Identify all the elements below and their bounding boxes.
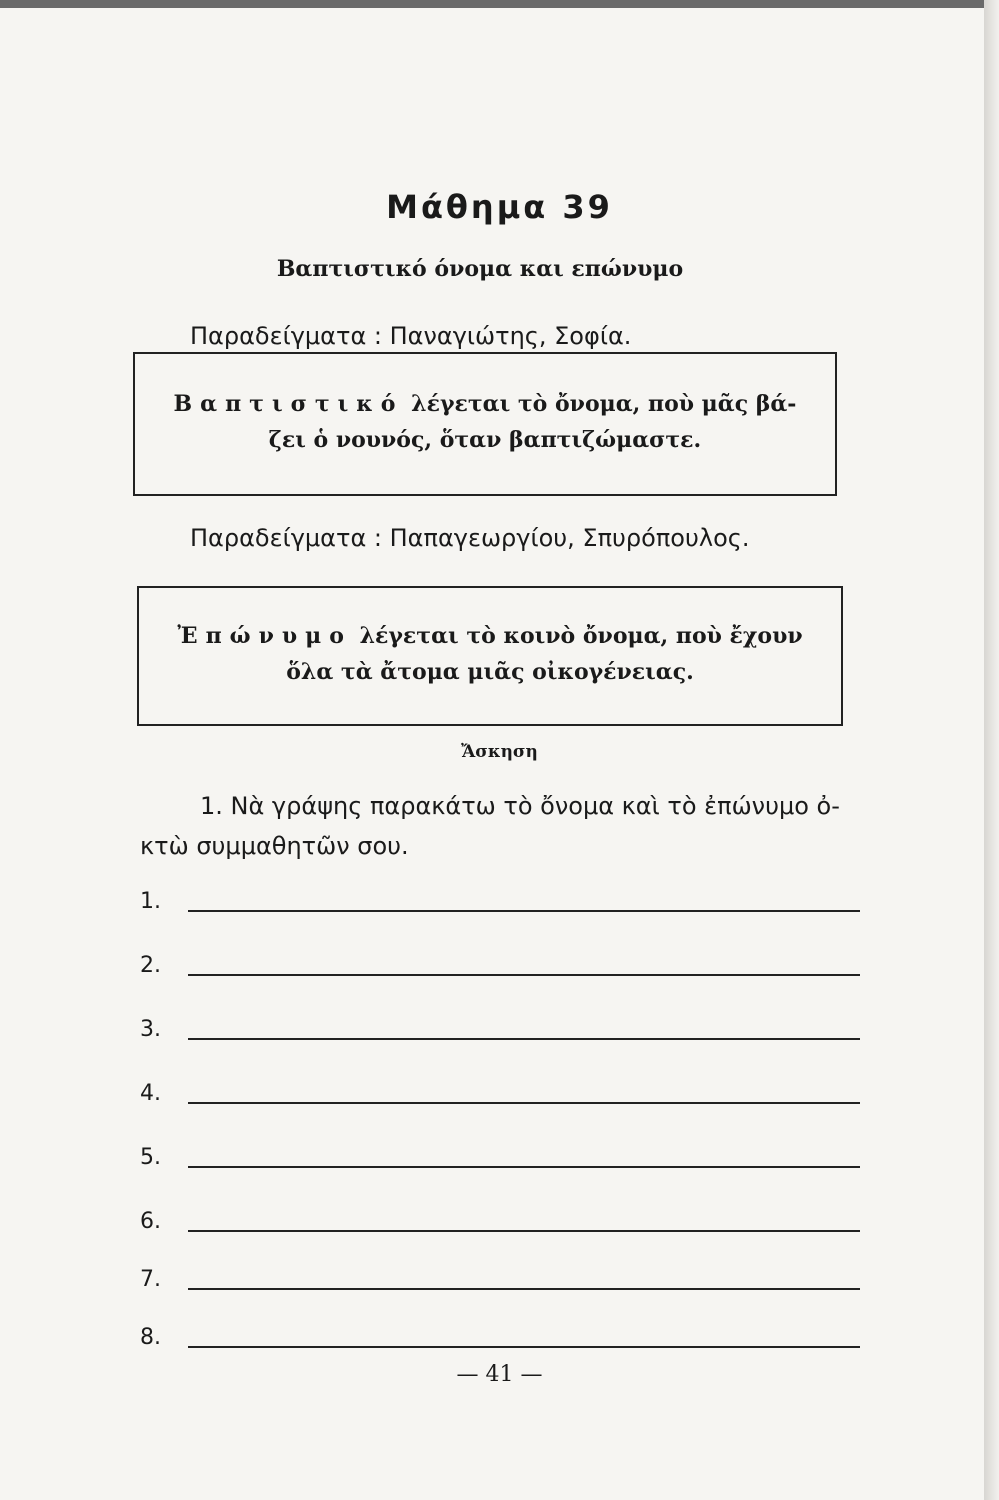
page-edge — [984, 0, 999, 1500]
answer-line-number: 5. — [140, 1145, 161, 1170]
definition-2-line-2: ὅλα τὰ ἄτομα μιᾶς οἰκογένειας. — [286, 659, 694, 685]
answer-line-number: 4. — [140, 1081, 161, 1106]
definition-box-surname — [137, 586, 843, 726]
answer-blank[interactable] — [188, 1038, 860, 1040]
answer-blank[interactable] — [188, 910, 860, 912]
definition-box-baptismal — [133, 352, 837, 496]
answer-line-number: 8. — [140, 1325, 161, 1350]
answer-line-number: 1. — [140, 889, 161, 914]
answer-line-5[interactable] — [140, 1134, 860, 1174]
lesson-title: Μάθημα 39 — [386, 188, 613, 226]
answer-line-1[interactable] — [140, 878, 860, 918]
example-1-names: Παναγιώτης, Σοφία. — [389, 322, 632, 350]
answer-line-7[interactable] — [140, 1256, 860, 1296]
answer-blank[interactable] — [188, 974, 860, 976]
exercise-instruction — [140, 786, 860, 866]
answer-blank[interactable] — [188, 1230, 860, 1232]
answer-line-number: 6. — [140, 1209, 161, 1234]
example-2-names: Παπαγεωργίου, Σπυρόπουλος. — [389, 524, 750, 552]
answer-line-6[interactable] — [140, 1198, 860, 1238]
page-number: — 41 — — [456, 1362, 543, 1387]
answer-line-4[interactable] — [140, 1070, 860, 1110]
example-1 — [190, 322, 631, 350]
definition-1-line-1: λέγεται τὸ ὄνομα, ποὺ μᾶς βά- — [411, 391, 797, 417]
lesson-subtitle: Βαπτιστικό όνομα και επώνυμο — [276, 256, 684, 282]
definition-2-line-1: λέγεται τὸ κοινὸ ὄνομα, ποὺ ἔχουν — [359, 623, 803, 649]
example-1-label: Παραδείγματα : — [190, 322, 382, 350]
answer-blank[interactable] — [188, 1102, 860, 1104]
example-2-label: Παραδείγματα : — [190, 524, 382, 552]
definition-1-term: Βαπτιστικό — [173, 391, 404, 417]
answer-line-2[interactable] — [140, 942, 860, 982]
answer-line-number: 2. — [140, 953, 161, 978]
answer-line-8[interactable] — [140, 1314, 860, 1354]
answer-blank[interactable] — [188, 1288, 860, 1290]
definition-1-line-2: ζει ὁ νουνός, ὅταν βαπτιζώμαστε. — [268, 427, 702, 453]
answer-blank[interactable] — [188, 1166, 860, 1168]
instruction-line-1: 1. Νὰ γράψης παρακάτω τὸ ὄνομα καὶ τὸ ἐπώνυμο ὀ- — [200, 792, 840, 820]
instruction-line-2: κτὼ συμμαθητῶν σου. — [140, 832, 409, 860]
answer-line-number: 7. — [140, 1267, 161, 1292]
answer-blank[interactable] — [188, 1346, 860, 1348]
answer-line-3[interactable] — [140, 1006, 860, 1046]
exercise-title: Ἄσκηση — [461, 742, 538, 762]
definition-2-term: Ἐπώνυμο — [177, 623, 352, 649]
example-2 — [190, 524, 749, 552]
answer-line-number: 3. — [140, 1017, 161, 1042]
